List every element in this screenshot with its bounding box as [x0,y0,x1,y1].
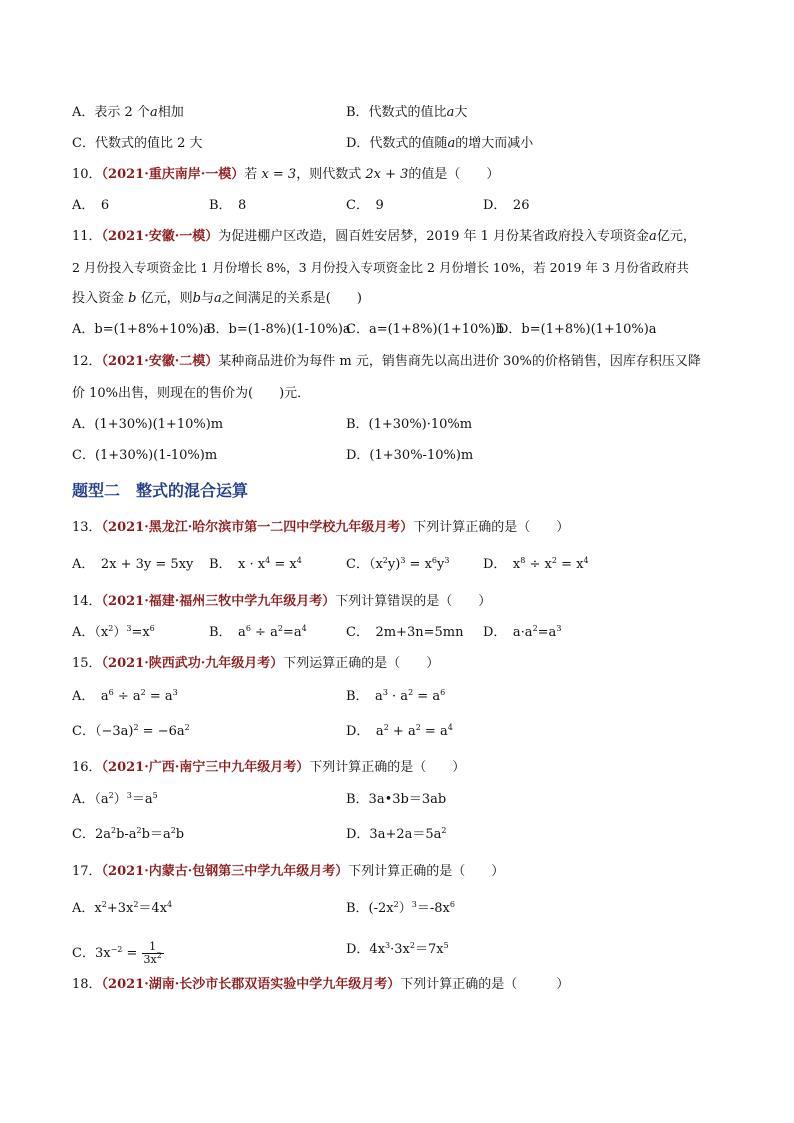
q16-option-b: B．3a•3b＝3ab [346,792,447,807]
q12-option-d: D．(1+30%-10%)m [346,448,474,463]
q15-option-d: D． $a^2 + a^2 = a^4$ [346,723,453,739]
q17-option-b: B．$(-2x^2)^3=-8x^6$ [346,900,455,916]
q12-option-b: B．(1+30%)·10%m [346,417,473,432]
q15-stem: 15．（2021·陕西武功·九年级月考）下列运算正确的是（ ） [72,656,440,671]
q10-option-b: B． 8 [209,198,247,213]
q14-option-d: D． $a\cdot a^2=a^3$ [483,624,562,640]
q14-option-a: A．$(x^2)^3=x^6$ [72,624,155,640]
q15-option-a: A． $a^6 \div a^2 = a^3$ [72,688,178,704]
q10-option-d: D． 26 [483,198,530,213]
q11-option-d: D．b=(1+8%)(1+10%)a [498,322,657,337]
q17-option-d: D．$4x^3\cdot 3x^2=7x^5$ [346,941,449,957]
q9-option-c: C．代数式的值比 2 大 [72,136,203,151]
q16-option-c: C．$2a^2b-a^2b=a^2b$ [72,826,185,842]
fraction: $\frac{1}{3x^2}$ [143,940,162,966]
q10-stem: 10．（2021·重庆南岸·一模）若 x = 3，则代数式 2x + 3的值是（ ） [72,167,500,182]
q13-option-b: B． $x \cdot x^4 = x^4$ [209,556,302,572]
q16-option-d: D．$3a+2a=5a^2$ [346,826,447,842]
section-heading: 题型二 整式的混合运算 [72,481,249,500]
q14-stem: 14．（2021·福建·福州三牧中学九年级月考）下列计算错误的是（ ） [72,594,492,609]
q10-option-a: A． 6 [72,198,110,213]
q17-option-c: C．$3x^{-2}$ = $\frac{1}{3x^2}$ [72,940,162,966]
q11-stem-line2: 2 月份投入专项资金比 1 月份增长 8%，3 月份投入专项资金比 2 月份增长 10%，若 2019 年 3 月份省政府共 [72,260,689,275]
q10-option-c: C． 9 [346,198,384,213]
q11-stem-line3: 投入资金 b 亿元，则b与a之间满足的关系是( ) [72,291,362,306]
q9-option-d: D．代数式的值随a的增大而减小 [346,136,534,151]
q11-stem-line1: 11．（2021·安徽·一模）为促进棚户区改造，圆百姓安居梦，2019 年 1 月份某省政府投入专项资金a亿元， [72,229,696,244]
q17-option-a: A．$x^2+3x^2=4x^4$ [72,900,173,916]
q17-stem: 17．（2021·内蒙古·包钢第三中学九年级月考）下列计算正确的是（ ） [72,864,505,879]
q15-option-c: C．$(-3a)^2 = -6a^2$ [72,723,190,739]
q11-option-a: A．b=(1+8%+10%)a [72,322,212,337]
q11-option-c: C．a=(1+8%)(1+10%)b [346,322,505,337]
q9-option-a: A．表示 2 个a相加 [72,105,184,120]
q13-stem: 13．（2021·黑龙江·哈尔滨市第一二四中学校九年级月考）下列计算正确的是（ ） [72,520,570,535]
q12-option-a: A．(1+30%)(1+10%)m [72,417,224,432]
q11-option-b: B．b=(1-8%)(1-10%)a [206,322,351,337]
q18-stem: 18．（2021·湖南·长沙市长郡双语实验中学九年级月考）下列计算正确的是（ ） [72,977,570,992]
q12-stem-line1: 12．（2021·安徽·二模）某种商品进价为每件 m 元，销售商先以高出进价 30%的价格销售，因库存积压又降 [72,354,701,369]
q9-option-b: B．代数式的值比a大 [346,105,468,120]
q15-option-b: B． $a^3 \cdot a^2 = a^6$ [346,688,446,704]
q12-option-c: C．(1+30%)(1-10%)m [72,448,218,463]
q13-option-c: C．$(x^2y)^3 = x^6y^3$ [346,556,450,572]
q13-option-a: A． 2x + 3y = 5xy [72,557,194,572]
q14-option-b: B． $a^6 \div a^2=a^4$ [209,624,307,640]
q16-stem: 16．（2021·广西·南宁三中九年级月考）下列计算正确的是（ ） [72,760,466,775]
q14-option-c: C． 2m+3n=5mn [346,625,464,640]
q12-stem-line2: 价 10%出售，则现在的售价为( )元． [72,386,311,401]
q13-option-d: D． $x^8 \div x^2 = x^4$ [483,556,589,572]
q16-option-a: A．$(a^2)^3=a^5$ [72,791,158,807]
